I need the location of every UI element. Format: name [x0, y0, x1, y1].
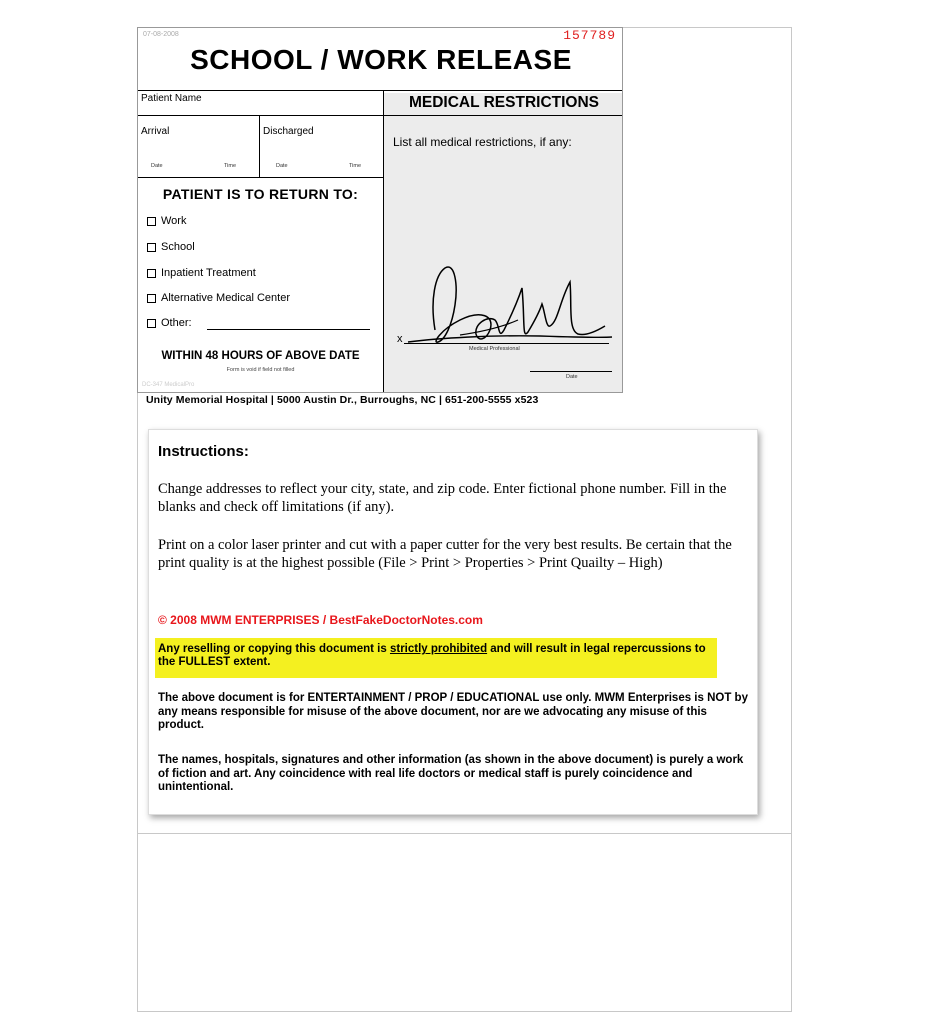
within-note: Form is void if field not filled	[226, 367, 295, 373]
option-work[interactable]	[147, 214, 186, 228]
discharge-time-label: Time	[349, 163, 362, 169]
checkbox-icon[interactable]	[147, 319, 156, 328]
disclaimer-paragraph-1: The above document is for ENTERTAINMENT / PROP / EDUCATIONAL use only. MWM Enterprises is NOT by any means responsible for misuse of the above document, nor are we advocating any misuse of this product.	[158, 692, 748, 731]
option-label: Work	[161, 215, 187, 227]
discharged-label: Discharged	[263, 126, 314, 137]
column-divider	[383, 90, 384, 393]
patient-name-rule	[138, 115, 383, 116]
option-other[interactable]	[147, 316, 192, 330]
form-id: DC-347 MedicalPro	[142, 382, 195, 388]
option-label: Other:	[161, 317, 192, 329]
option-alternative[interactable]	[147, 291, 290, 305]
arrival-divider	[259, 115, 260, 177]
option-label: School	[161, 241, 195, 253]
warning-text: Any reselling or copying this document is strictly prohibited and will result in legal repercussions to the FULLEST extent.	[158, 643, 706, 668]
arrival-date-label: Date	[151, 163, 163, 169]
other-blank-line[interactable]	[207, 329, 370, 330]
form-title: SCHOOL / WORK RELEASE	[190, 44, 572, 75]
arrival-time-label: Time	[224, 163, 237, 169]
checkbox-icon[interactable]	[147, 217, 156, 226]
restrictions-title: MEDICAL RESTRICTIONS	[408, 94, 600, 111]
signature-scribble	[400, 260, 620, 360]
option-label: Alternative Medical Center	[161, 292, 291, 304]
arrival-label: Arrival	[141, 126, 170, 137]
patient-name-label: Patient Name	[141, 93, 202, 104]
release-form	[137, 27, 623, 393]
signature-date-label: Date	[566, 374, 578, 380]
within-48-hours: WITHIN 48 HOURS OF ABOVE DATE	[161, 350, 360, 362]
signature-date-line[interactable]	[530, 371, 612, 372]
checkbox-icon[interactable]	[147, 243, 156, 252]
discharge-date-label: Date	[276, 163, 288, 169]
disclaimer-paragraph-2: The names, hospitals, signatures and other information (as shown in the above document) is purely a work of fiction and art. Any coincidence with real life doctors or medical staff is purely coincidence and unintentional.	[158, 754, 744, 793]
restrictions-title-rule	[383, 115, 623, 116]
checkbox-icon[interactable]	[147, 294, 156, 303]
page-divider	[137, 833, 792, 834]
instructions-paragraph-2: Print on a color laser printer and cut with a paper cutter for the very best results. Be certain that the print quality is at the highest possible (File > Print > Properties > Print Quailty – High)	[158, 537, 732, 571]
instructions-title: Instructions:	[158, 443, 249, 460]
instructions-paragraph-1: Change addresses to reflect your city, state, and zip code. Enter fictional phone number. Fill in the blanks and check off limitations (if any).	[158, 481, 727, 515]
return-to-title: PATIENT IS TO RETURN TO:	[162, 186, 359, 202]
serial-number: 157789	[563, 28, 616, 43]
checkbox-icon[interactable]	[147, 269, 156, 278]
instructions-panel	[148, 429, 758, 815]
copyright-line: © 2008 MWM ENTERPRISES / BestFakeDoctorNotes.com	[158, 613, 483, 627]
option-school[interactable]	[147, 240, 195, 254]
signature-x-mark: x	[397, 333, 403, 345]
times-rule	[138, 177, 383, 178]
restrictions-instructions: List all medical restrictions, if any:	[393, 135, 572, 149]
option-inpatient[interactable]	[147, 266, 256, 280]
option-label: Inpatient Treatment	[161, 267, 256, 279]
professional-label: Medical Professional	[469, 346, 520, 352]
form-date-stamp: 07-08-2008	[143, 31, 179, 38]
title-rule	[138, 90, 623, 91]
hospital-address: Unity Memorial Hospital | 5000 Austin Dr., Burroughs, NC | 651-200-5555 x523	[146, 394, 539, 406]
